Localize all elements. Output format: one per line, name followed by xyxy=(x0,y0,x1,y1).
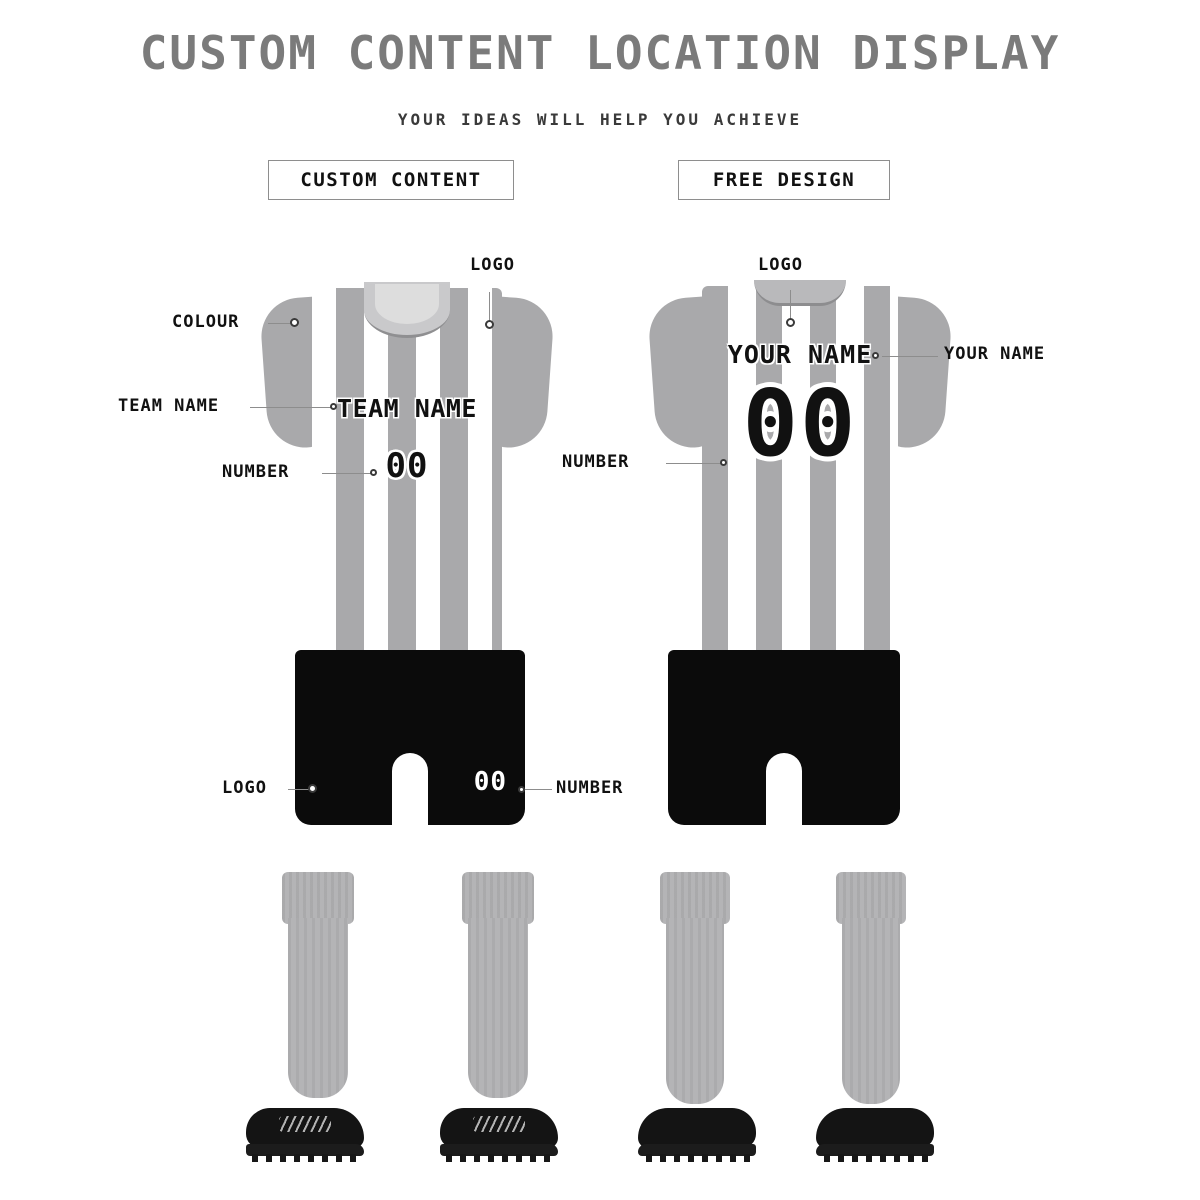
shoe-studs xyxy=(644,1154,750,1162)
shoe-upper xyxy=(638,1108,756,1148)
shoe-upper xyxy=(816,1108,934,1148)
back-name-text: YOUR NAME xyxy=(727,340,873,369)
shoe-back-right xyxy=(816,1092,934,1162)
back-number-text: 00 xyxy=(742,370,858,477)
anchor-dot-back-your-name xyxy=(872,352,879,359)
shoe-studs xyxy=(252,1154,358,1162)
front-team-name-text: TEAM NAME xyxy=(337,394,477,423)
shoe-front-left xyxy=(246,1092,364,1162)
sock-cuff xyxy=(282,872,354,924)
back-jersey-illustration xyxy=(650,278,950,668)
anchor-dot-colour xyxy=(290,318,299,327)
sock-cuff xyxy=(462,872,534,924)
sock-back-left xyxy=(660,872,730,1104)
shoe-back-left xyxy=(638,1092,756,1162)
page-title: CUSTOM CONTENT LOCATION DISPLAY xyxy=(139,26,1061,80)
anchor-dot-shorts-number xyxy=(518,786,525,793)
anchor-dot-front-team-name xyxy=(330,403,337,410)
sock-leg xyxy=(468,918,528,1098)
shoe-front-right xyxy=(440,1092,558,1162)
sock-back-right xyxy=(836,872,906,1104)
front-number-text: 00 xyxy=(385,446,429,486)
front-shorts-gap xyxy=(392,753,428,825)
label-front-number: NUMBER xyxy=(222,462,290,482)
anchor-dot-back-number xyxy=(720,459,727,466)
page-subtitle: YOUR IDEAS WILL HELP YOU ACHIEVE xyxy=(397,110,803,129)
tag-custom-content: CUSTOM CONTENT xyxy=(268,160,514,200)
front-shorts-number-text: 00 xyxy=(473,767,507,797)
back-collar xyxy=(754,280,846,306)
label-front-logo: LOGO xyxy=(470,255,515,275)
leader-back-number xyxy=(666,463,724,464)
back-shorts-gap xyxy=(766,753,802,825)
label-colour: COLOUR xyxy=(172,312,240,332)
anchor-dot-shorts-logo xyxy=(308,784,317,793)
label-back-logo: LOGO xyxy=(758,255,803,275)
front-jersey-illustration xyxy=(262,278,552,668)
leader-back-your-name xyxy=(882,356,938,357)
front-collar-inner xyxy=(375,284,439,324)
label-shorts-logo: LOGO xyxy=(222,778,267,798)
leader-shorts-number xyxy=(524,789,552,790)
shoe-laces xyxy=(473,1116,525,1132)
front-shorts-illustration xyxy=(295,650,525,825)
label-back-your-name: YOUR NAME xyxy=(944,344,1046,364)
back-shorts-illustration xyxy=(668,650,900,825)
label-front-team-name: TEAM NAME xyxy=(118,396,220,416)
shoe-studs xyxy=(822,1154,928,1162)
sock-front-left xyxy=(282,872,354,1098)
shoe-laces xyxy=(279,1116,331,1132)
sock-cuff xyxy=(660,872,730,924)
anchor-dot-front-number xyxy=(370,469,377,476)
label-shorts-number: NUMBER xyxy=(556,778,624,798)
label-back-number: NUMBER xyxy=(562,452,630,472)
shoe-studs xyxy=(446,1154,552,1162)
sock-leg xyxy=(842,918,901,1104)
leader-front-number xyxy=(322,473,374,474)
sock-cuff xyxy=(836,872,906,924)
leader-front-team-name xyxy=(250,407,334,408)
tag-free-design: FREE DESIGN xyxy=(678,160,890,200)
anchor-dot-back-logo xyxy=(786,318,795,327)
sock-leg xyxy=(288,918,348,1098)
front-collar xyxy=(364,282,450,338)
sock-leg xyxy=(666,918,725,1104)
anchor-dot-front-logo xyxy=(485,320,494,329)
sock-front-right xyxy=(462,872,534,1098)
